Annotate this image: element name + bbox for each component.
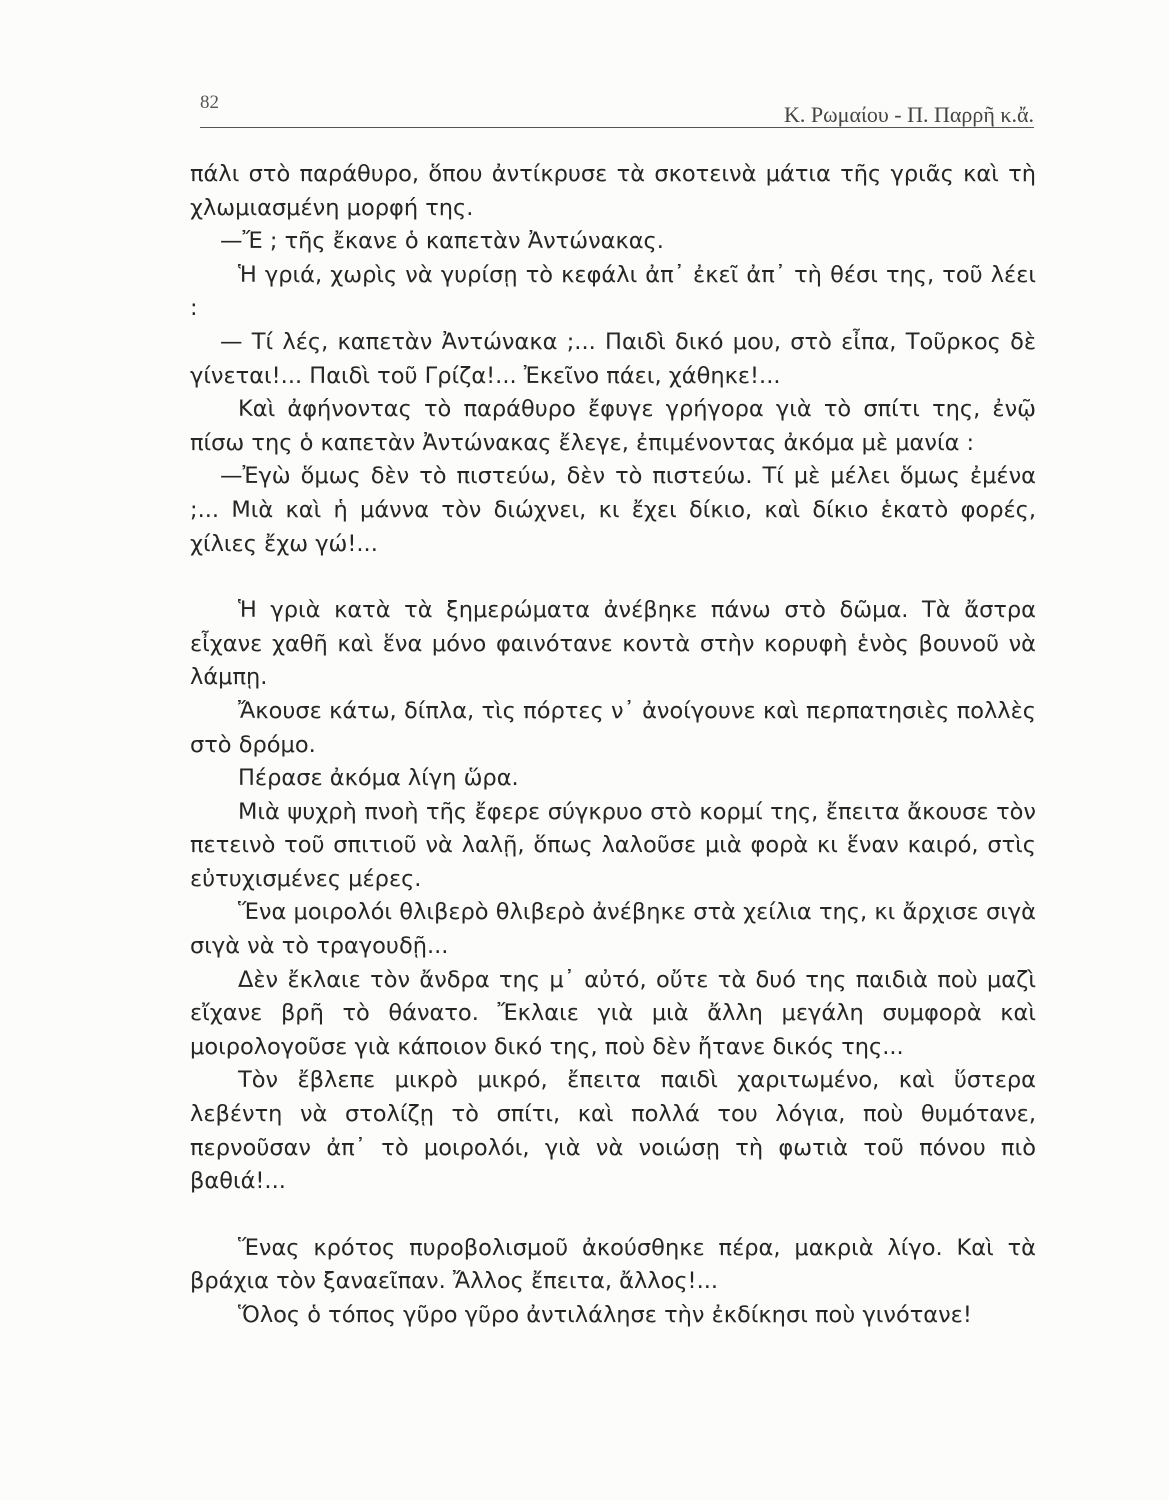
paragraph: —Ἐγὼ ὅμως δὲν τὸ πιστεύω, δὲν τὸ πιστεύω. Τί μὲ μέλει ὅμως ἐμένα ;... Μιὰ καὶ ἡ μάννα τὸν διώχνει, κι ἔχει δίκιο, καὶ δίκιο ἑκατὸ φορές, χίλιες ἔχω γώ!... xyxy=(190,463,1036,557)
paragraph: — Τί λές, καπετὰν Ἀντώνακα ;... Παιδὶ δικό μου, στὸ εἶπα, Τοῦρκος δὲ γίνεται!... Παιδὶ τοῦ Γρίζα!... Ἐκεῖνο πάει, χάθηκε!... xyxy=(190,328,1036,389)
paragraph: Καὶ ἀφήνοντας τὸ παράθυρο ἔφυγε γρήγορα γιὰ τὸ σπίτι της, ἐνῷ πίσω της ὁ καπετὰν Ἀντώνακας ἔλεγε, ἐπιμένοντας ἀκόμα μὲ μανία : xyxy=(190,396,1036,456)
paragraph: πάλι στὸ παράθυρο, ὅπου ἀντίκρυσε τὰ σκοτεινὰ μάτια τῆς γριᾶς καὶ τὴ χλωμιασμένη μορφή της. xyxy=(190,161,1036,221)
page-header xyxy=(200,88,1034,128)
section-break xyxy=(190,561,1036,594)
paragraph: Ἕνα μοιρολόι θλιβερὸ θλιβερὸ ἀνέβηκε στὰ χείλια της, κι ἄρχισε σιγὰ σιγὰ νὰ τὸ τραγουδῇ... xyxy=(190,899,1036,960)
paragraph: Ἡ γριὰ κατὰ τὰ ξημερώματα ἀνέβηκε πάνω στὸ δῶμα. Τὰ ἄστρα εἶχανε χαθῆ καὶ ἕνα μόνο φαινότανε κοντὰ στὴν κορυφὴ ἑνὸς βουνοῦ νὰ λάμπῃ. xyxy=(190,597,1036,691)
section-break xyxy=(190,1199,1036,1232)
header-rule xyxy=(200,127,1034,128)
page-number: 82 xyxy=(200,92,219,113)
paragraph: Τὸν ἔβλεπε μικρὸ μικρό, ἔπειτα παιδὶ χαριτωμένο, καὶ ὕστερα λεβέντη νὰ στολίζῃ τὸ σπίτι, καὶ πολλά του λόγια, ποὺ θυμότανε, περνοῦσαν ἀπ᾿ τὸ μοιρολόι, γιὰ νὰ νοιώσῃ τὴ φωτιὰ τοῦ πόνου πιὸ βαθιά!... xyxy=(190,1067,1036,1195)
running-head: Κ. Ρωμαίου - Π. Παρρῆ κ.ἄ. xyxy=(784,102,1034,127)
paragraph: Μιὰ ψυχρὴ πνοὴ τῆς ἔφερε σύγκρυο στὸ κορμί της, ἔπειτα ἄκουσε τὸν πετεινὸ τοῦ σπιτιοῦ νὰ λαλῇ, ὅπως λαλοῦσε μιὰ φορὰ κι ἕναν καιρό, στὶς εὐτυχισμένες μέρες. xyxy=(190,798,1036,892)
body-text xyxy=(190,158,1036,1333)
paragraph: Ἡ γριά, χωρὶς νὰ γυρίσῃ τὸ κεφάλι ἀπ᾿ ἐκεῖ ἀπ᾿ τὴ θέσι της, τοῦ λέει : xyxy=(190,261,1036,322)
paragraph: Πέρασε ἀκόμα λίγη ὥρα. xyxy=(238,765,519,792)
paragraph: —Ἔ ; τῆς ἔκανε ὁ καπετὰν Ἀντώνακας. xyxy=(220,228,664,255)
paragraph: Δὲν ἔκλαιε τὸν ἄνδρα της μ᾿ αὐτό, οὔτε τὰ δυό της παιδιὰ ποὺ μαζὶ εἴχανε βρῆ τὸ θάνατο. Ἔκλαιε γιὰ μιὰ ἄλλη μεγάλη συμφορὰ καὶ μοιρολογοῦσε γιὰ κάποιον δικό της, ποὺ δὲν ἤτανε δικός της... xyxy=(190,966,1036,1060)
paragraph: Ἄκουσε κάτω, δίπλα, τὶς πόρτες ν᾿ ἀνοίγουνε καὶ περπατησιὲς πολλὲς στὸ δρόμο. xyxy=(190,697,1036,758)
paragraph: Ἕνας κρότος πυροβολισμοῦ ἀκούσθηκε πέρα, μακριὰ λίγο. Καὶ τὰ βράχια τὸν ξαναεῖπαν. Ἄλλος ἔπειτα, ἄλλος!... xyxy=(190,1234,1036,1295)
paragraph: Ὅλος ὁ τόπος γῦρο γῦρο ἀντιλάλησε τὴν ἐκδίκησι ποὺ γινότανε! xyxy=(238,1302,972,1328)
